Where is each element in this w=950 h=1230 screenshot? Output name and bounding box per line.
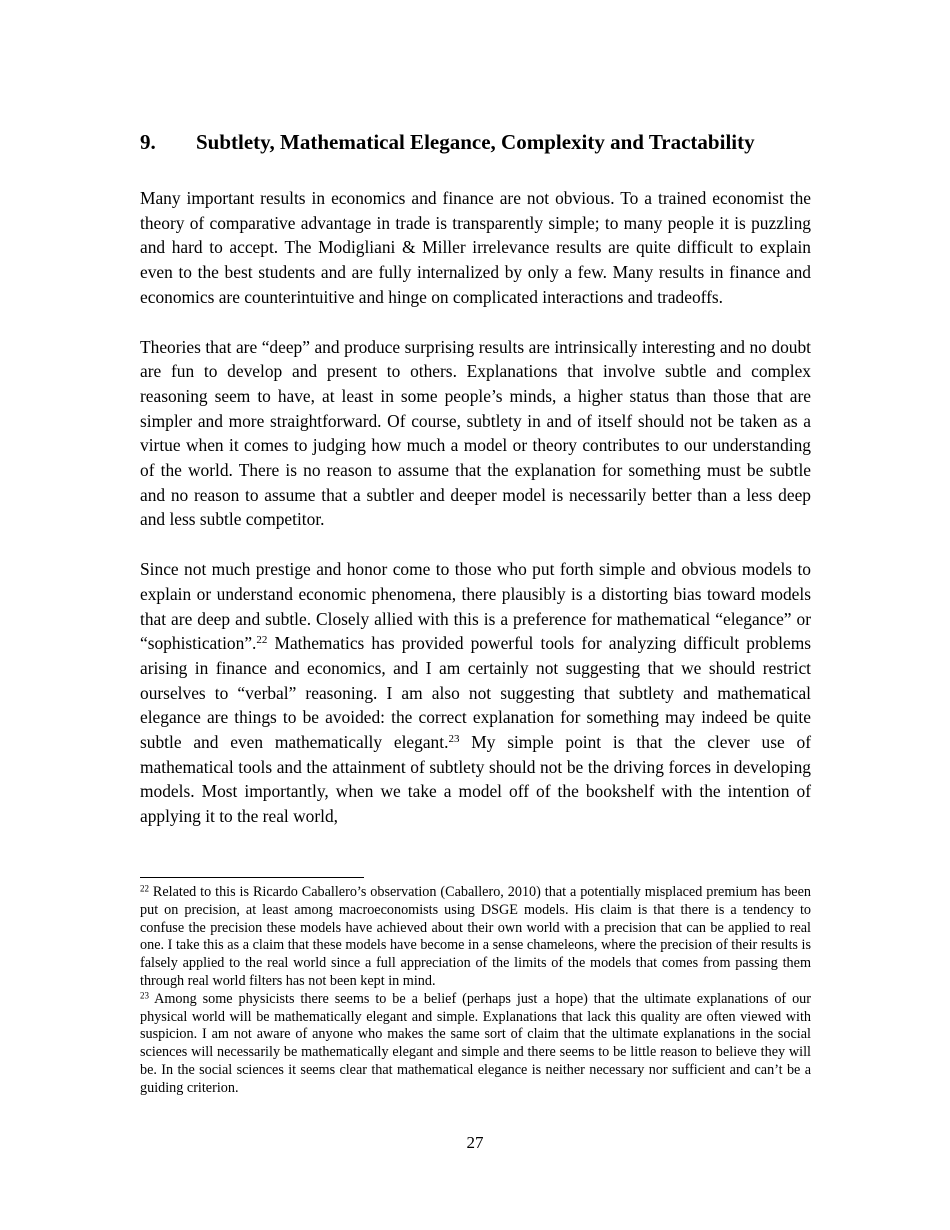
footnote-text: Related to this is Ricardo Caballero’s observation (Caballero, 2010) that a potentially misplaced premium has been put on precision, at least among macroeconomists using DSGE models. His claim is that there is a tendency to confuse the precision these models have achieved about their own world with a precision that can be applied to real one. I take this as a claim that these models have become in a sense chameleons, where the precision of their results is falsely applied to the real world since a full appreciation of the limits of the models that comes from passing them through real world filters has not been kept in mind.: [140, 884, 811, 989]
paragraph-3: [140, 557, 811, 829]
section-title: Subtlety, Mathematical Elegance, Complexity and Tractability: [196, 130, 755, 154]
paragraph-3-part-2: Mathematics has provided powerful tools for analyzing difficult problems arising in finance and economics, and I am certainly not suggesting that we should restrict ourselves to “verbal” reasoning. I am also not suggesting that subtlety and mathematical elegance are things to be avoided: the correct explanation for something may indeed be quite subtle and even mathematically elegant.: [140, 633, 811, 753]
footnote-22: [140, 884, 811, 991]
footnote-text: Among some physicists there seems to be a belief (perhaps just a hope) that the ultimate explanations of our physical world will be mathematically elegant and simple. Explanations that lack this quality are often viewed with suspicion. I am not aware of anyone who makes the same sort of claim that the ultimate explanations in the social sciences will necessarily be mathematically elegant and simple and there seems to be little reason to believe they will be. In the social sciences it seems clear that mathematical elegance is neither necessary nor sufficient and can’t be a guiding criterion.: [140, 990, 811, 1096]
paragraph-1: Many important results in economics and finance are not obvious. To a trained economist the theory of comparative advantage in trade is transparently simple; to many people it is puzzling and hard to accept. The Modigliani & Miller irrelevance results are quite difficult to explain even to the best students and are fully internalized by only a few. Many results in finance and economics are counterintuitive and hinge on complicated interactions and tradeoffs.: [140, 188, 811, 307]
section-heading: [140, 128, 811, 156]
section-number: 9.: [140, 130, 156, 154]
footnotes: [140, 884, 811, 1098]
footnote-number: 22: [140, 883, 149, 894]
page-number: 27: [466, 1133, 484, 1152]
paragraph-3-part-3: My simple point is that the clever use of mathematical tools and the attainment of subtlety should not be the driving forces in developing models. Most importantly, when we take a model off of the bookshelf with the intention of applying it to the real world,: [140, 732, 811, 827]
footnote-ref-22[interactable]: 22: [256, 634, 268, 647]
footnote-ref-23[interactable]: 23: [448, 733, 460, 746]
page-body: [140, 128, 811, 854]
paragraph-3-part-1: Since not much prestige and honor come to those who put forth simple and obvious models to explain or understand economic phenomena, there plausibly is a distorting bias toward models that are deep and subtle. Closely allied with this is a preference for mathematical “elegance” or “sophistication”.: [140, 559, 811, 654]
footnote-23: [140, 991, 811, 1098]
footnote-separator: [140, 877, 364, 878]
paragraph-2: Theories that are “deep” and produce surprising results are intrinsically interesting and no doubt are fun to develop and present to others. Explanations that involve subtle and complex reasoning seem to have, at least in some people’s minds, a higher status than those that are simpler and more straightforward. Of course, subtlety in and of itself should not be taken as a virtue when it comes to judging how much a model or theory contributes to our understanding of the world. There is no reason to assume that the explanation for something must be subtle and no reason to assume that a subtler and deeper model is necessarily better than a less deep and less subtle competitor.: [140, 336, 811, 530]
footnote-number: 23: [140, 990, 149, 1001]
